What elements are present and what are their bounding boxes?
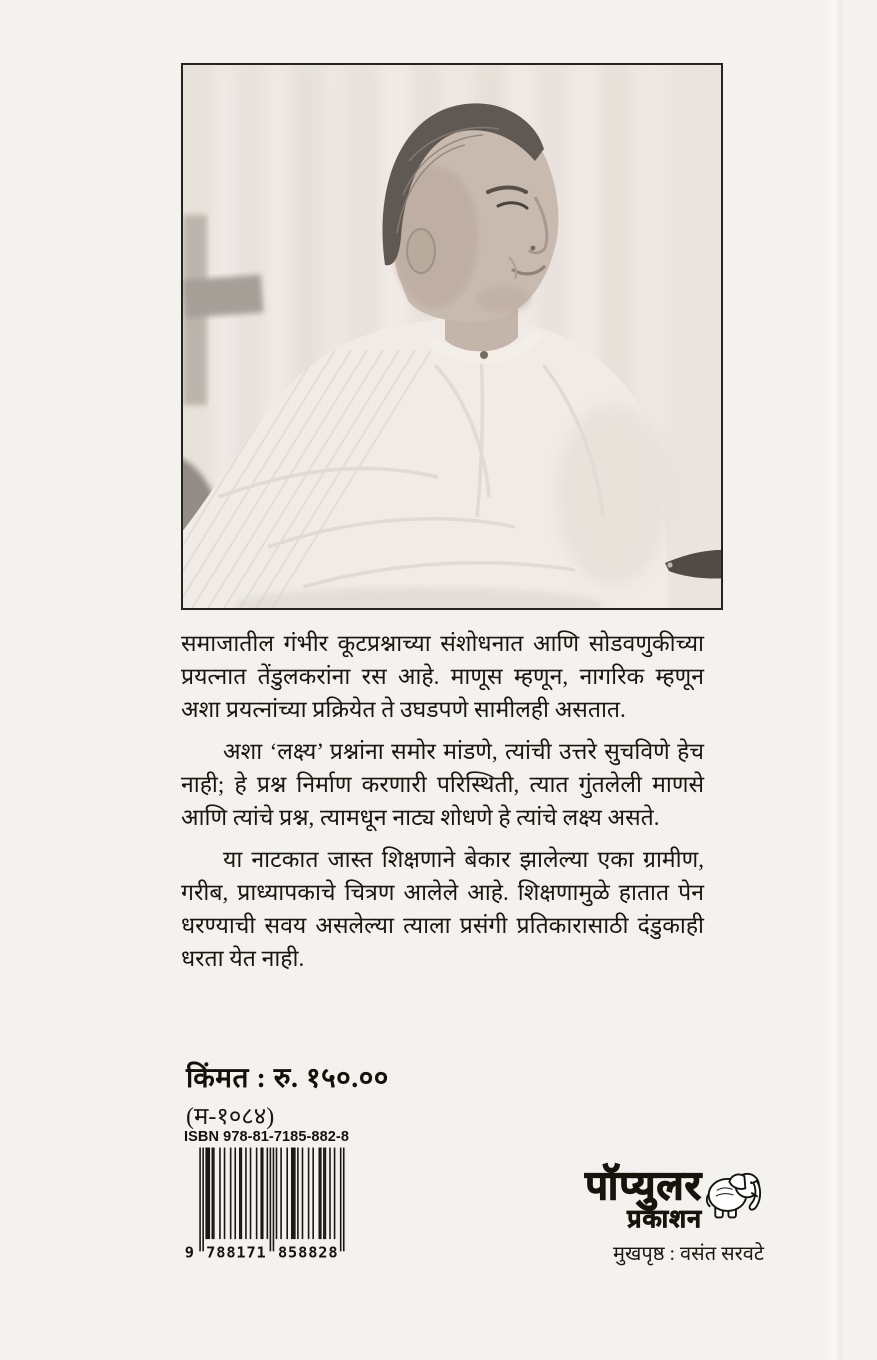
barcode-digits-right: 858828 <box>277 1243 338 1262</box>
author-portrait-photo <box>183 65 721 608</box>
publisher-block <box>440 1163 766 1266</box>
price-line: किंमत : रु. १५०.०० <box>186 1063 389 1094</box>
publisher-name <box>585 1163 702 1233</box>
elephant-icon <box>704 1163 766 1225</box>
page-edge-shadow <box>826 0 842 1360</box>
blurb-paragraph-3: या नाटकात जास्त शिक्षणाने बेकार झालेल्या एका ग्रामीण, गरीब, प्राध्यापकाचे चित्रण आलेले आहे. शिक्षणामुळे हातात पेन धरण्याची सवय असलेल्या त्याला प्रसंगी प्रतिकारासाठी दंडुकाही धरता येत नाही. <box>181 847 704 971</box>
book-blurb <box>181 627 704 984</box>
barcode-bars <box>199 1148 344 1252</box>
print-code: (म-१०८४) <box>186 1104 275 1130</box>
isbn-label: ISBN 978-81-7185-882-8 <box>184 1129 350 1145</box>
author-photo-frame <box>181 63 723 610</box>
barcode-digits-left: 788171 <box>206 1243 266 1262</box>
publisher-name-top: पॉप्युलर <box>585 1163 702 1209</box>
cover-artist-credit: मुखपृष्ठ : वसंत सरवटे <box>613 1243 764 1265</box>
barcode <box>184 1146 346 1262</box>
blurb-paragraph-1: समाजातील गंभीर कूटप्रश्नाच्या संशोधनात आणि सोडवणुकीच्या प्रयत्नात तेंडुलकरांना रस आहे. माणूस म्हणून, नागरिक म्हणून अशा प्रयत्नांच्या प्रक्रियेत ते उघडपणे सामीलही असतात. <box>181 631 704 722</box>
publisher-name-bottom: प्रकाशन <box>627 1204 702 1233</box>
barcode-digit-first: 9 <box>184 1243 194 1262</box>
blurb-paragraph-2: अशा ‘लक्ष्य’ प्रश्नांना समोर मांडणे, त्यांची उत्तरे सुचविणे हेच नाही; हे प्रश्न निर्माण करणारी परिस्थिती, त्यात गुंतलेली माणसे आणि त्यांचे प्रश्न, त्यामधून नाट्य शोधणे हे त्यांचे लक्ष्य असते. <box>181 739 704 830</box>
elephant-eye <box>750 1181 753 1184</box>
isbn-area <box>184 1129 350 1262</box>
